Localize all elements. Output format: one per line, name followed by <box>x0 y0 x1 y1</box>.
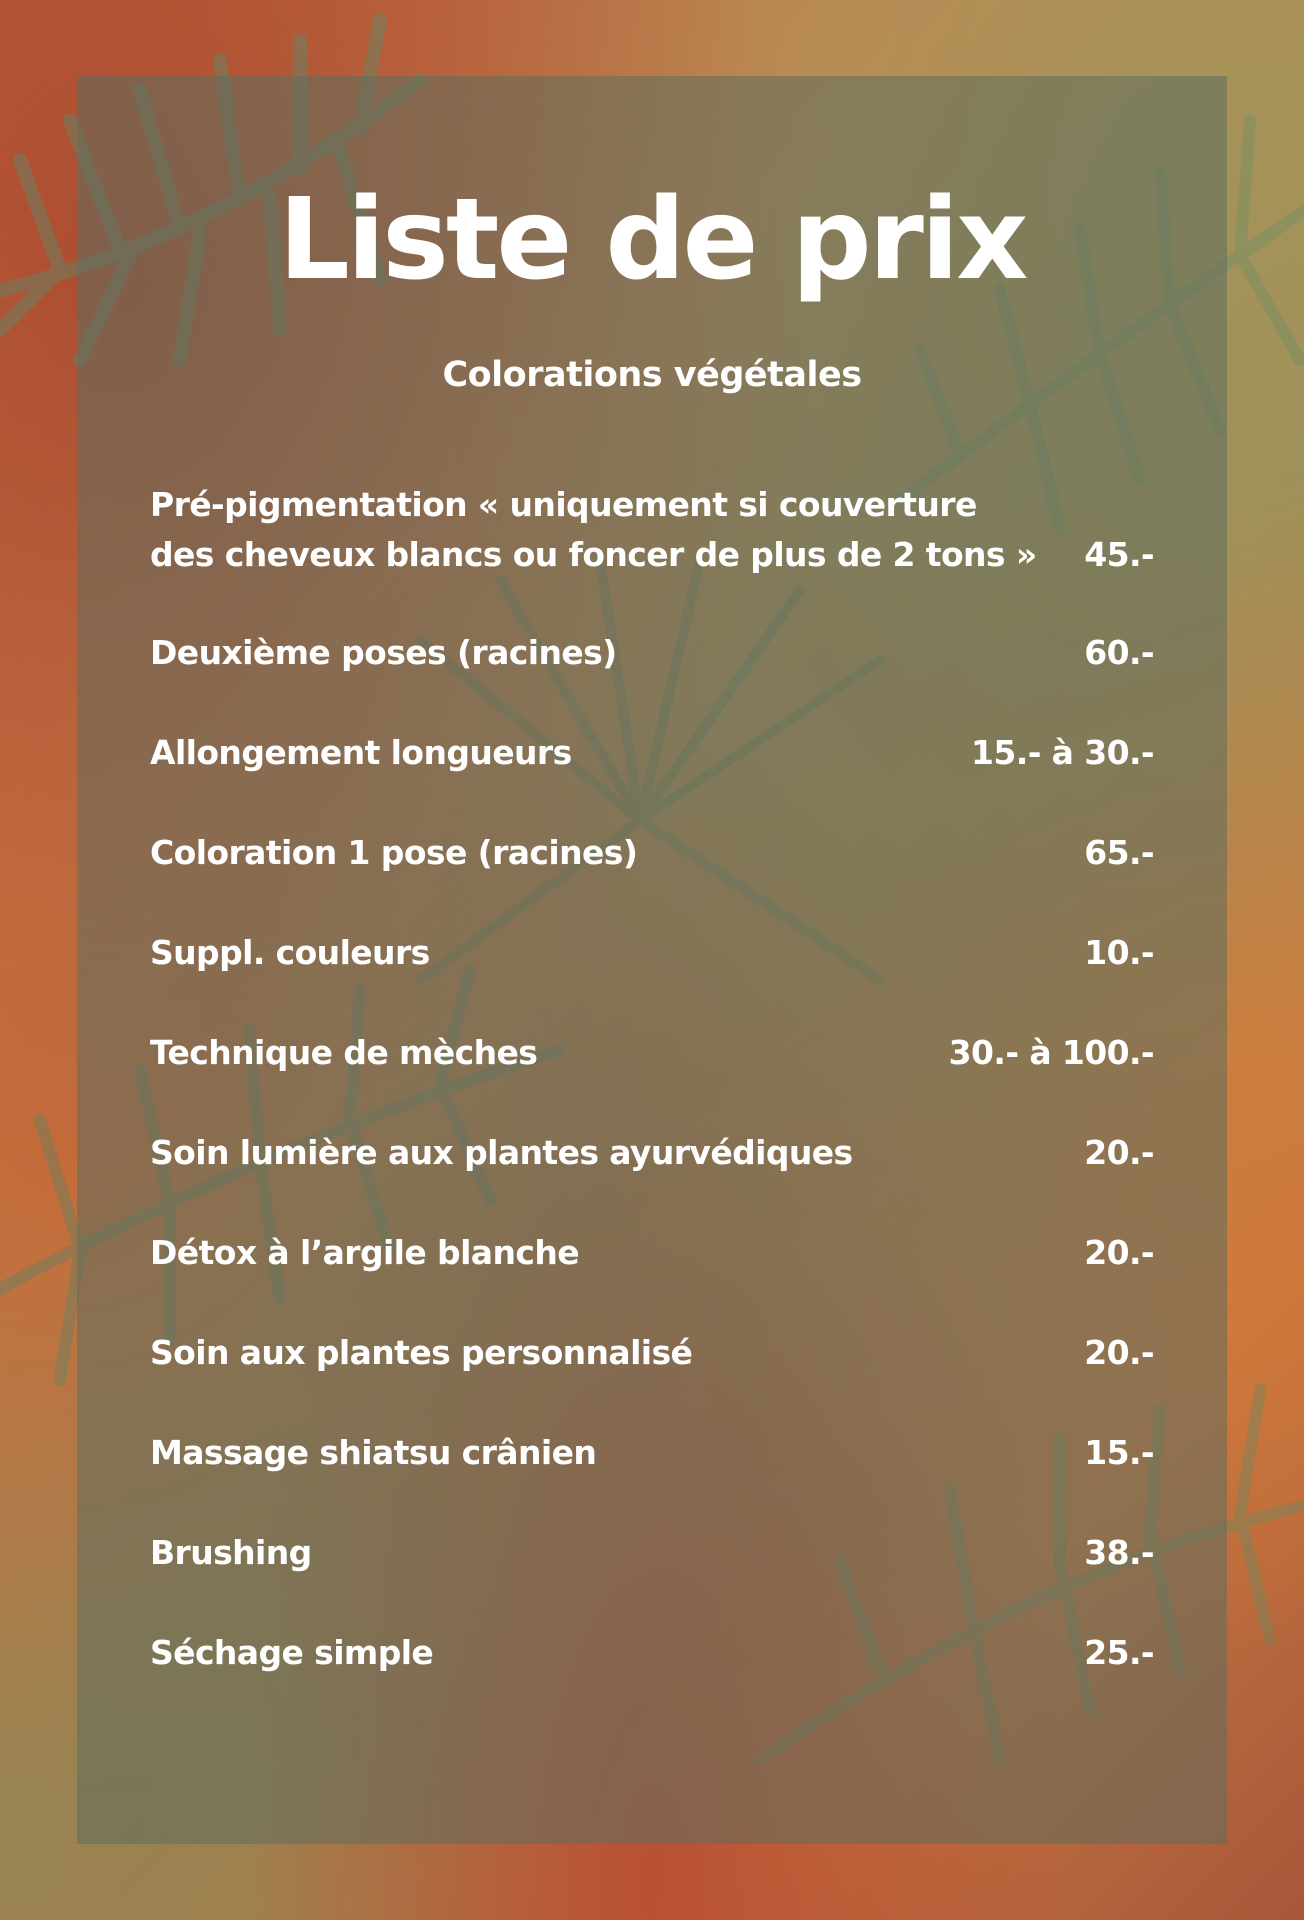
price-row-value: 45.- <box>1084 535 1154 574</box>
price-row-value: 20.- <box>1084 1333 1154 1372</box>
page-title: Liste de prix <box>278 175 1026 305</box>
price-row-label <box>150 480 1037 580</box>
price-row-value: 25.- <box>1084 1633 1154 1672</box>
price-row-value: 20.- <box>1084 1133 1154 1172</box>
price-row-value: 38.- <box>1084 1533 1154 1572</box>
price-row-label: Technique de mèches <box>150 1033 538 1072</box>
price-row-label-line: Pré-pigmentation « uniquement si couverture <box>150 485 977 524</box>
price-row-label: Soin lumière aux plantes ayurvédiques <box>150 1133 853 1172</box>
price-row-label: Détox à l’argile blanche <box>150 1233 579 1272</box>
price-row-label: Suppl. couleurs <box>150 933 430 972</box>
page-subtitle: Colorations végétales <box>442 355 862 395</box>
price-row-label: Brushing <box>150 1533 312 1572</box>
price-row-label: Soin aux plantes personnalisé <box>150 1333 693 1372</box>
price-row-value: 15.- à 30.- <box>971 733 1154 772</box>
price-row-value: 60.- <box>1084 633 1154 672</box>
price-row-label: Coloration 1 pose (racines) <box>150 833 638 872</box>
price-row-value: 10.- <box>1084 933 1154 972</box>
price-row-label: Séchage simple <box>150 1633 434 1672</box>
price-row-value: 65.- <box>1084 833 1154 872</box>
price-row-value: 20.- <box>1084 1233 1154 1272</box>
price-row-value: 15.- <box>1084 1433 1154 1472</box>
price-row-label: Deuxième poses (racines) <box>150 633 617 672</box>
price-row-label: Allongement longueurs <box>150 733 572 772</box>
price-row-label: Massage shiatsu crânien <box>150 1433 597 1472</box>
price-row-pre-pigmentation <box>150 480 1154 580</box>
price-row-label-line: des cheveux blancs ou foncer de plus de 2 tons » <box>150 535 1037 574</box>
price-row-value: 30.- à 100.- <box>948 1033 1154 1072</box>
